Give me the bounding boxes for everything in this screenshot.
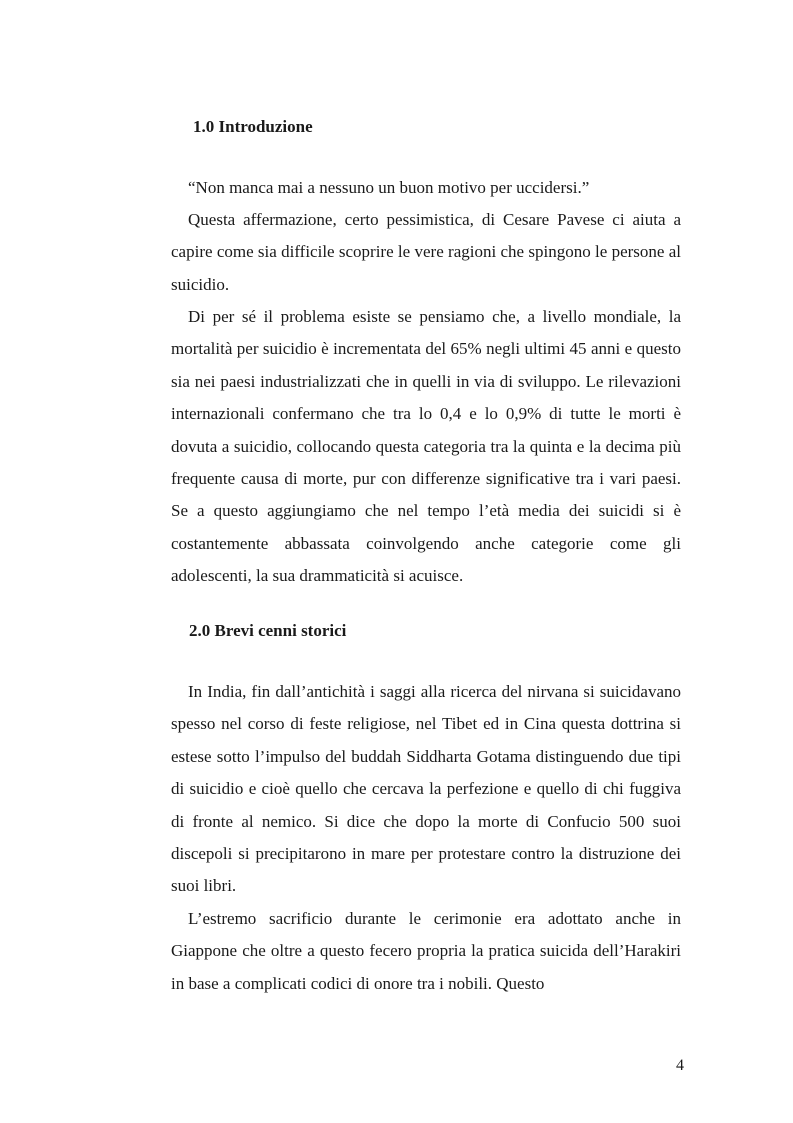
page-number: 4 <box>676 1057 684 1074</box>
body-paragraph: Questa affermazione, certo pessimistica, di Cesare Pavese ci aiuta a capire come sia difficile scoprire le vere ragioni che spingono le persone al suicidio. <box>171 210 681 294</box>
section-heading-cenni-storici: 2.0 Brevi cenni storici <box>189 621 347 640</box>
quote-paragraph: “Non manca mai a nessuno un buon motivo per uccidersi.” <box>188 178 590 197</box>
body-paragraph: In India, fin dall’antichità i saggi alla ricerca del nirvana si suicidavano spesso nel corso di feste religiose, nel Tibet ed in Cina questa dottrina si estese sotto l’impulso del buddah Siddharta Gotama distinguendo due tipi di suicidio e cioè quello che cercava la perfezione e quello di chi fuggiva di fronte al nemico. Si dice che dopo la morte di Confucio 500 suoi discepoli si precipitarono in mare per protestare contro la distruzione dei suoi libri. <box>171 682 681 896</box>
body-paragraph: L’estremo sacrificio durante le cerimonie era adottato anche in Giappone che oltre a questo fecero propria la pratica suicida dell’Harakiri in base a complicati codici di onore tra i nobili. Questo <box>171 909 681 993</box>
body-paragraph: Di per sé il problema esiste se pensiamo che, a livello mondiale, la mortalità per suicidio è incrementata del 65% negli ultimi 45 anni e questo sia nei paesi industrializzati che in quelli in via di sviluppo. Le rilevazioni internazionali confermano che tra lo 0,4 e lo 0,9% di tutte le morti è dovuta a suicidio, collocando questa categoria tra la quinta e la decima più frequente causa di morte, pur con differenze significative tra i vari paesi. Se a questo aggiungiamo che nel tempo l’età media dei suicidi si è costantemente abbassata coinvolgendo anche categorie come gli adolescenti, la sua drammaticità si acuisce. <box>171 307 681 586</box>
section-heading-introduzione: 1.0 Introduzione <box>193 117 313 136</box>
